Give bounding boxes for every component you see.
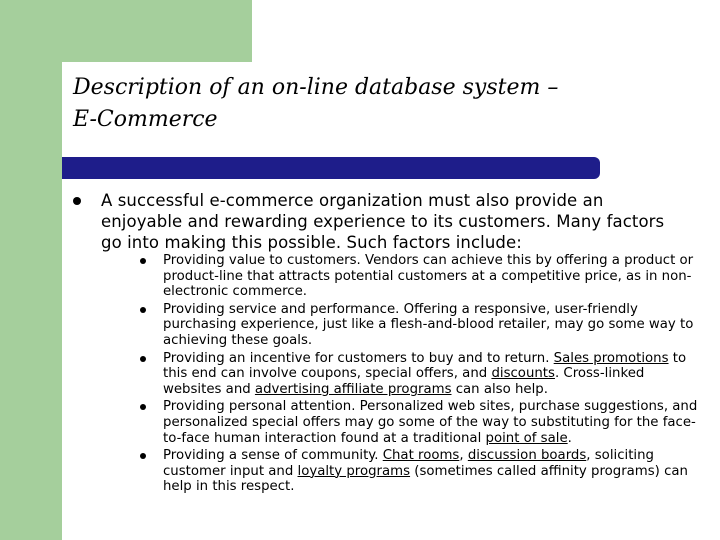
- bullet-dot: [140, 307, 146, 313]
- sub-bullet-item: [140, 302, 700, 349]
- sub-bullet-text: . Cross-linked websites and: [163, 366, 645, 397]
- bullet-dot: [140, 453, 146, 459]
- sub-bullet-text: (sometimes called affinity programs) can help in this respect.: [163, 463, 688, 495]
- link-discounts[interactable]: discounts: [491, 366, 555, 382]
- sub-bullet-text: Providing an incentive for customers to buy and to return.: [163, 350, 554, 366]
- slide-title-line-2: E-Commerce: [73, 107, 218, 132]
- corner-decoration: [0, 0, 252, 62]
- title-rule-bar: [62, 157, 600, 179]
- sub-bullet-text: Providing value to customers. Vendors can achieve this by offering a product or product-line that attracts potential customers at a competitive price, as in non-electronic commerce.: [163, 253, 694, 300]
- bullet-dot: [140, 404, 146, 410]
- bullet-dot: [140, 258, 146, 264]
- link-discussion-boards[interactable]: discussion boards: [467, 448, 587, 464]
- sub-bullet-text: can also help.: [451, 381, 548, 397]
- slide-title-line-1: Description of an on-line database system –: [73, 75, 559, 100]
- main-bullet-text: A successful e-commerce organization must also provide an enjoyable and rewarding experience to its customers. Many factors go into making this possible. Such factors include:: [101, 191, 665, 252]
- sub-bullet-text: Providing a sense of community.: [163, 448, 383, 464]
- link-sales-promotions[interactable]: Sales promotions: [553, 350, 669, 366]
- sub-bullet-text: Providing service and performance. Offering a responsive, user-friendly purchasing experience, just like a flesh-and-blood retailer, may go some way to achieving these goals.: [163, 301, 694, 348]
- left-decoration-strip: [0, 62, 62, 540]
- bullet-dot: [140, 356, 146, 362]
- sub-bullet-text: .: [567, 430, 572, 446]
- link-loyalty-programs[interactable]: loyalty programs: [297, 463, 411, 479]
- sub-bullet-text: ,: [459, 448, 468, 464]
- sub-bullet-item: [140, 351, 700, 398]
- sub-bullet-text: Providing personal attention. Personalized web sites, purchase suggestions, and personalized special offers may go some of the way to substituting for the face-to-face human interaction found at a traditional: [163, 399, 698, 446]
- link-advertising-affiliate-programs[interactable]: advertising affiliate programs: [254, 381, 452, 397]
- bullet-dot: [73, 197, 81, 205]
- sub-bullet-list: [140, 253, 700, 497]
- sub-bullet-text: to this end can involve coupons, special offers, and: [163, 350, 687, 382]
- sub-bullet-item: [140, 448, 700, 495]
- sub-bullet-item: [140, 253, 700, 300]
- link-chat-rooms[interactable]: Chat rooms: [382, 448, 460, 464]
- link-point-of-sale[interactable]: point of sale: [485, 430, 568, 446]
- slide-title: [73, 72, 673, 136]
- sub-bullet-text: , soliciting customer input and: [163, 448, 654, 479]
- sub-bullet-item: [140, 399, 700, 446]
